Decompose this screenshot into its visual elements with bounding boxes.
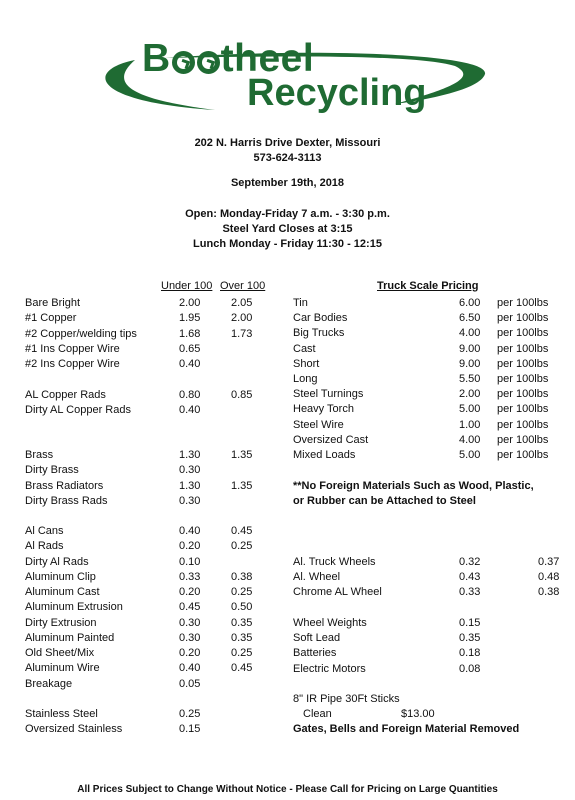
price-over-100: 0.38 — [231, 571, 253, 583]
misc-item-price: 0.15 — [459, 617, 481, 629]
truck-item-unit: per 100lbs — [497, 373, 549, 385]
column-header-under-100: Under 100 — [161, 280, 213, 292]
truck-item-name: Car Bodies — [293, 312, 348, 324]
metal-name: Stainless Steel — [25, 708, 98, 720]
price-under-100: 0.10 — [179, 556, 201, 568]
price-under-100: 1.68 — [179, 328, 201, 340]
price-under-100: 0.30 — [179, 495, 201, 507]
wheel-name: Al. Wheel — [293, 571, 341, 583]
truck-item-price: 6.00 — [459, 297, 481, 309]
price-under-100: 0.20 — [179, 647, 201, 659]
truck-item-unit: per 100lbs — [497, 297, 549, 309]
metal-name: #2 Ins Copper Wire — [25, 358, 120, 370]
address: 202 N. Harris Drive Dexter, Missouri — [194, 137, 381, 149]
metal-name: Brass — [25, 449, 54, 461]
price-under-100: 1.95 — [179, 312, 201, 324]
wheel-price-over: 0.38 — [538, 586, 560, 598]
pipe-clean-label: Clean — [303, 708, 332, 720]
metal-name: Aluminum Clip — [25, 571, 96, 583]
wheel-price-under: 0.33 — [459, 586, 481, 598]
metal-name: Dirty AL Copper Rads — [25, 404, 131, 416]
truck-item-unit: per 100lbs — [497, 403, 549, 415]
wheel-price-over: 0.48 — [538, 571, 560, 583]
misc-item-price: 0.08 — [459, 663, 481, 675]
logo-word-bootheel: B theel — [142, 37, 315, 80]
metal-name: Breakage — [25, 678, 73, 690]
metal-name: Dirty Extrusion — [25, 617, 97, 629]
price-over-100: 0.25 — [231, 540, 253, 552]
truck-item-name: Cast — [293, 343, 316, 355]
price-under-100: 0.05 — [179, 678, 201, 690]
truck-item-name: Mixed Loads — [293, 449, 356, 461]
price-over-100: 1.73 — [231, 328, 253, 340]
price-under-100: 2.00 — [179, 297, 201, 309]
footer-disclaimer: All Prices Subject to Change Without Notice - Please Call for Pricing on Large Quantities — [77, 784, 498, 795]
misc-item-name: Electric Motors — [293, 663, 366, 675]
price-under-100: 0.40 — [179, 525, 201, 537]
foreign-material-notice-line2: or Rubber can be Attached to Steel — [293, 495, 476, 507]
price-under-100: 0.30 — [179, 464, 201, 476]
truck-item-unit: per 100lbs — [497, 434, 549, 446]
price-under-100: 1.30 — [179, 449, 201, 461]
logo-word-recycling: Recycling — [247, 72, 427, 114]
truck-item-price: 9.00 — [459, 358, 481, 370]
price-over-100: 0.25 — [231, 586, 253, 598]
truck-item-price: 9.00 — [459, 343, 481, 355]
metal-name: Oversized Stainless — [25, 723, 123, 735]
metal-name: Dirty Brass Rads — [25, 495, 108, 507]
truck-item-price: 4.00 — [459, 434, 481, 446]
price-over-100: 0.25 — [231, 647, 253, 659]
wheel-name: Chrome AL Wheel — [293, 586, 382, 598]
foreign-material-notice-line1: **No Foreign Materials Such as Wood, Plastic, — [293, 480, 534, 492]
price-under-100: 0.40 — [179, 358, 201, 370]
price-over-100: 1.35 — [231, 449, 253, 461]
truck-item-unit: per 100lbs — [497, 327, 549, 339]
price-over-100: 0.35 — [231, 632, 253, 644]
metal-name: Brass Radiators — [25, 480, 104, 492]
truck-item-price: 1.00 — [459, 419, 481, 431]
metal-name: Al Cans — [25, 525, 64, 537]
truck-item-unit: per 100lbs — [497, 449, 549, 461]
metal-name: Bare Bright — [25, 297, 81, 309]
misc-item-price: 0.18 — [459, 647, 481, 659]
wheel-price-under: 0.32 — [459, 556, 481, 568]
truck-item-name: Oversized Cast — [293, 434, 369, 446]
metal-name: Dirty Brass — [25, 464, 79, 476]
metal-name: #1 Ins Copper Wire — [25, 343, 120, 355]
metal-name: Aluminum Painted — [25, 632, 115, 644]
truck-item-name: Steel Wire — [293, 419, 344, 431]
price-under-100: 0.40 — [179, 404, 201, 416]
price-over-100: 0.50 — [231, 601, 253, 613]
company-logo — [95, 37, 490, 120]
price-under-100: 0.15 — [179, 723, 201, 735]
price-under-100: 0.45 — [179, 601, 201, 613]
truck-item-unit: per 100lbs — [497, 358, 549, 370]
price-under-100: 0.33 — [179, 571, 201, 583]
wheel-price-over: 0.37 — [538, 556, 560, 568]
column-header-over-100: Over 100 — [220, 280, 266, 292]
price-under-100: 1.30 — [179, 480, 201, 492]
recycle-icon — [197, 51, 220, 74]
price-over-100: 2.05 — [231, 297, 253, 309]
pipe-title: 8" IR Pipe 30Ft Sticks — [293, 693, 400, 705]
price-under-100: 0.30 — [179, 632, 201, 644]
price-over-100: 2.00 — [231, 312, 253, 324]
misc-item-name: Soft Lead — [293, 632, 341, 644]
truck-item-unit: per 100lbs — [497, 419, 549, 431]
truck-item-name: Tin — [293, 297, 308, 309]
metal-name: #1 Copper — [25, 312, 77, 324]
misc-item-name: Batteries — [293, 647, 337, 659]
price-under-100: 0.80 — [179, 389, 201, 401]
metal-name: Al Rads — [25, 540, 64, 552]
truck-item-name: Heavy Torch — [293, 403, 354, 415]
truck-item-name: Big Trucks — [293, 327, 345, 339]
wheel-name: Al. Truck Wheels — [293, 556, 376, 568]
price-under-100: 0.30 — [179, 617, 201, 629]
hours-steel-yard: Steel Yard Closes at 3:15 — [222, 223, 353, 235]
metal-name: Aluminum Cast — [25, 586, 100, 598]
truck-item-name: Short — [293, 358, 320, 370]
price-under-100: 0.20 — [179, 586, 201, 598]
price-under-100: 0.25 — [179, 708, 201, 720]
wheel-price-under: 0.43 — [459, 571, 481, 583]
metal-name: AL Copper Rads — [25, 389, 106, 401]
gates-notice: Gates, Bells and Foreign Material Removed — [293, 723, 520, 735]
price-under-100: 0.20 — [179, 540, 201, 552]
recycle-icon — [172, 51, 195, 74]
truck-item-name: Steel Turnings — [293, 388, 364, 400]
date: September 19th, 2018 — [230, 177, 345, 189]
truck-item-name: Long — [293, 373, 318, 385]
truck-item-unit: per 100lbs — [497, 388, 549, 400]
metal-name: #2 Copper/welding tips — [25, 328, 137, 340]
price-over-100: 0.35 — [231, 617, 253, 629]
metal-name: Aluminum Extrusion — [25, 601, 123, 613]
truck-item-price: 6.50 — [459, 312, 481, 324]
metal-name: Old Sheet/Mix — [25, 647, 95, 659]
truck-item-unit: per 100lbs — [497, 312, 549, 324]
truck-item-price: 2.00 — [459, 388, 481, 400]
phone: 573-624-3113 — [253, 152, 322, 164]
truck-item-price: 4.00 — [459, 327, 481, 339]
price-over-100: 0.45 — [231, 525, 253, 537]
metal-name: Dirty Al Rads — [25, 556, 89, 568]
truck-item-price: 5.00 — [459, 449, 481, 461]
truck-scale-title: Truck Scale Pricing — [377, 280, 479, 292]
price-over-100: 0.85 — [231, 389, 253, 401]
truck-item-price: 5.50 — [459, 373, 481, 385]
price-over-100: 0.45 — [231, 662, 253, 674]
hours-open: Open: Monday-Friday 7 a.m. - 3:30 p.m. — [185, 208, 390, 220]
truck-item-unit: per 100lbs — [497, 343, 549, 355]
pipe-clean-price: $13.00 — [401, 708, 435, 720]
price-over-100: 1.35 — [231, 480, 253, 492]
metal-name: Aluminum Wire — [25, 662, 100, 674]
misc-item-name: Wheel Weights — [293, 617, 367, 629]
hours-lunch: Lunch Monday - Friday 11:30 - 12:15 — [193, 238, 382, 250]
misc-item-price: 0.35 — [459, 632, 481, 644]
price-under-100: 0.40 — [179, 662, 201, 674]
truck-item-price: 5.00 — [459, 403, 481, 415]
price-under-100: 0.65 — [179, 343, 201, 355]
